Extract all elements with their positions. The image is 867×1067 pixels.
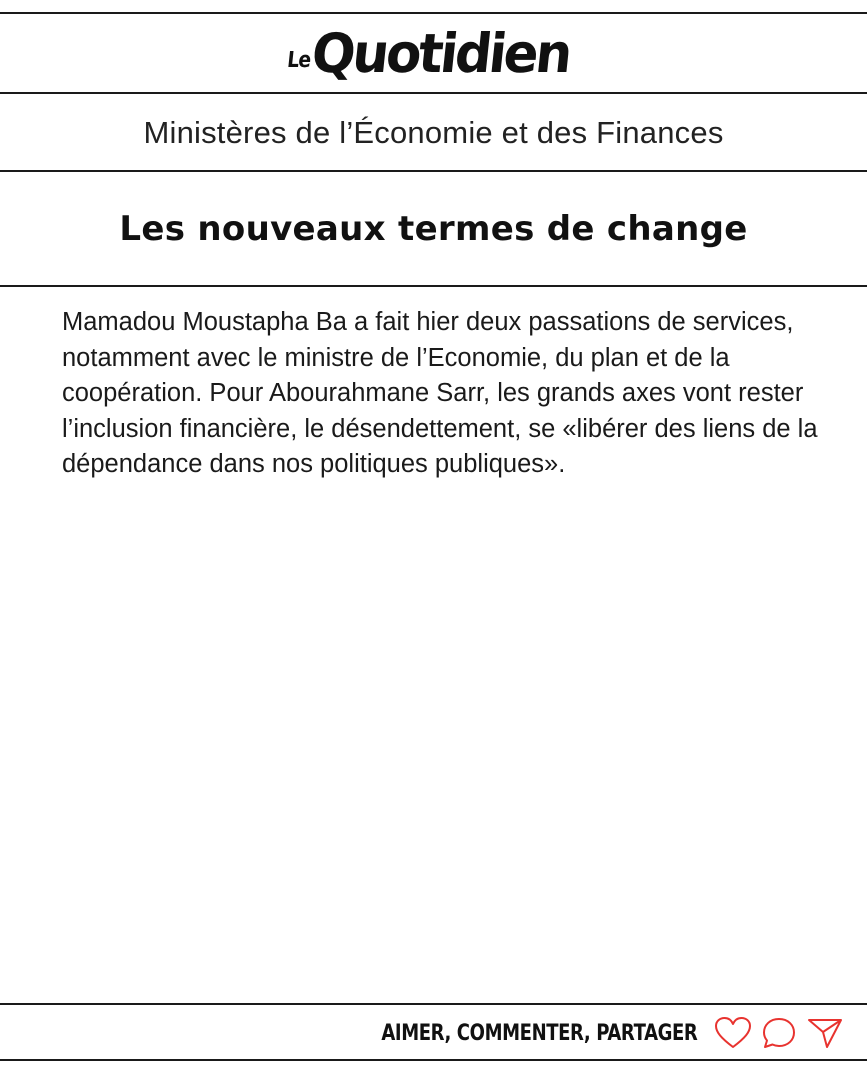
actions-label: AIMER, COMMENTER, PARTAGER xyxy=(380,1020,697,1046)
share-icon[interactable] xyxy=(805,1015,845,1051)
bottom-rule xyxy=(0,1059,867,1061)
logo-prefix: Le xyxy=(286,48,312,73)
logo-name: Quotidien xyxy=(308,22,573,85)
masthead-divider xyxy=(0,92,867,94)
footer-top-rule xyxy=(0,1003,867,1005)
heart-icon[interactable] xyxy=(713,1015,753,1051)
section-title: Ministères de l’Économie et des Finances xyxy=(143,115,724,150)
article-body: Mamadou Moustapha Ba a fait hier deux passations de services, notamment avec le ministre de l’Economie, du plan et de la coopération. Pour Abourahmane Sarr, les grands axes vont rester l’inclusion financière, le désendettement, se «libérer des liens de la dépendance dans nos politiques publiques». xyxy=(62,308,818,478)
publication-logo[interactable] xyxy=(281,22,586,85)
comment-icon[interactable] xyxy=(759,1015,799,1051)
masthead xyxy=(0,14,867,94)
headline-divider xyxy=(0,285,867,287)
action-icons xyxy=(707,1015,845,1051)
section-divider xyxy=(0,170,867,172)
article-headline: Les nouveaux termes de change xyxy=(119,209,748,249)
footer-actions xyxy=(0,1007,867,1059)
